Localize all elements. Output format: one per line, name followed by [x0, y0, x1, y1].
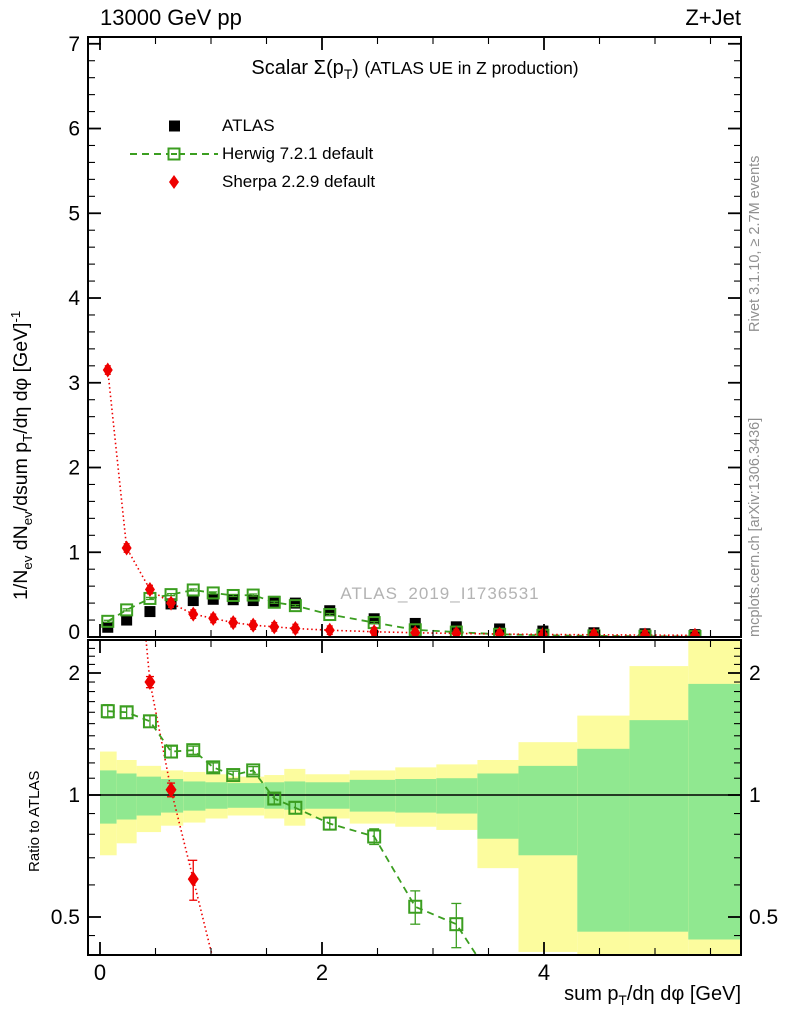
band-stat-uncertainty	[436, 778, 477, 813]
process-label: Z+Jet	[685, 5, 741, 30]
sherpa-point-marker	[269, 619, 279, 634]
atlas-point-marker	[144, 606, 155, 617]
tick-label: 1	[749, 784, 761, 807]
band-stat-uncertainty	[117, 773, 137, 819]
tick-label: 0	[68, 621, 80, 644]
tick-label: 1	[68, 784, 80, 807]
sherpa-point-marker	[228, 615, 238, 630]
legend-label-herwig: Herwig 7.2.1 default	[222, 144, 374, 163]
watermark-text: ATLAS_2019_I1736531	[340, 584, 540, 603]
tick-label: 0.5	[749, 906, 779, 929]
tick-label: 0.5	[50, 906, 80, 929]
sherpa-point-marker	[188, 871, 199, 887]
x-axis-label: sum $p_T/d\eta$ dφ [GeV]	[564, 983, 741, 1008]
legend-item-sherpa	[130, 168, 375, 196]
band-stat-uncertainty	[395, 779, 436, 813]
tick-label: 0	[93, 960, 107, 985]
tick-label: 4	[537, 960, 551, 985]
tick-label: 1	[68, 541, 80, 565]
legend-item-atlas	[130, 112, 375, 140]
atlas-marker-icon	[130, 116, 218, 136]
tick-label: 2	[68, 456, 80, 480]
band-stat-uncertainty	[688, 684, 740, 940]
herwig-marker-icon	[130, 144, 218, 164]
tick-label: 2	[749, 662, 761, 685]
ratio-uncertainty-bands	[100, 640, 740, 955]
sherpa-point-marker	[208, 611, 218, 626]
legend-label-sherpa: Sherpa 2.2.9 default	[222, 172, 376, 191]
band-stat-uncertainty	[477, 773, 518, 838]
main-series	[102, 363, 700, 643]
tick-label: 2	[68, 662, 80, 685]
legend-item-herwig	[130, 140, 375, 168]
beam-energy-label: 13000 GeV pp	[100, 5, 242, 30]
tick-label: 6	[68, 117, 80, 141]
tick-label: 3	[68, 371, 80, 395]
band-stat-uncertainty	[577, 749, 629, 932]
sherpa-marker-icon	[130, 172, 218, 192]
y-axis-label: $1/N_{ev}$ $dN_{ev}$/dsum $p_T/d\eta$ dφ [GeV]$^{-1}$	[8, 310, 35, 600]
legend-label-atlas: ATLAS	[222, 116, 275, 135]
tick-label: 2	[315, 960, 329, 985]
sherpa-point-marker	[325, 623, 335, 638]
band-stat-uncertainty	[350, 780, 396, 812]
plot-title: Scalar $\Sigma(p_T)$ (ATLAS UE in Z production)	[251, 57, 579, 82]
band-stat-uncertainty	[100, 770, 117, 823]
band-stat-uncertainty	[629, 720, 688, 932]
sherpa-point-marker	[248, 618, 258, 633]
band-stat-uncertainty	[183, 781, 205, 810]
band-stat-uncertainty	[518, 766, 577, 855]
tick-label: 5	[68, 202, 80, 226]
mcplots-arxiv-label: mcplots.cern.ch [arXiv:1306.3436]	[747, 417, 763, 637]
sherpa-point-marker	[188, 607, 198, 622]
atlas-point-marker	[188, 595, 199, 606]
tick-label: 7	[68, 32, 80, 56]
legend	[130, 112, 375, 196]
band-stat-uncertainty	[137, 777, 161, 816]
rivet-version-label: Rivet 3.1.10, ≥ 2.7M events	[747, 155, 763, 332]
ratio-axis-label: Ratio to ATLAS	[26, 770, 43, 872]
tick-label: 4	[68, 287, 80, 311]
sherpa-point-marker	[103, 363, 113, 378]
sherpa-point-marker	[290, 621, 300, 636]
